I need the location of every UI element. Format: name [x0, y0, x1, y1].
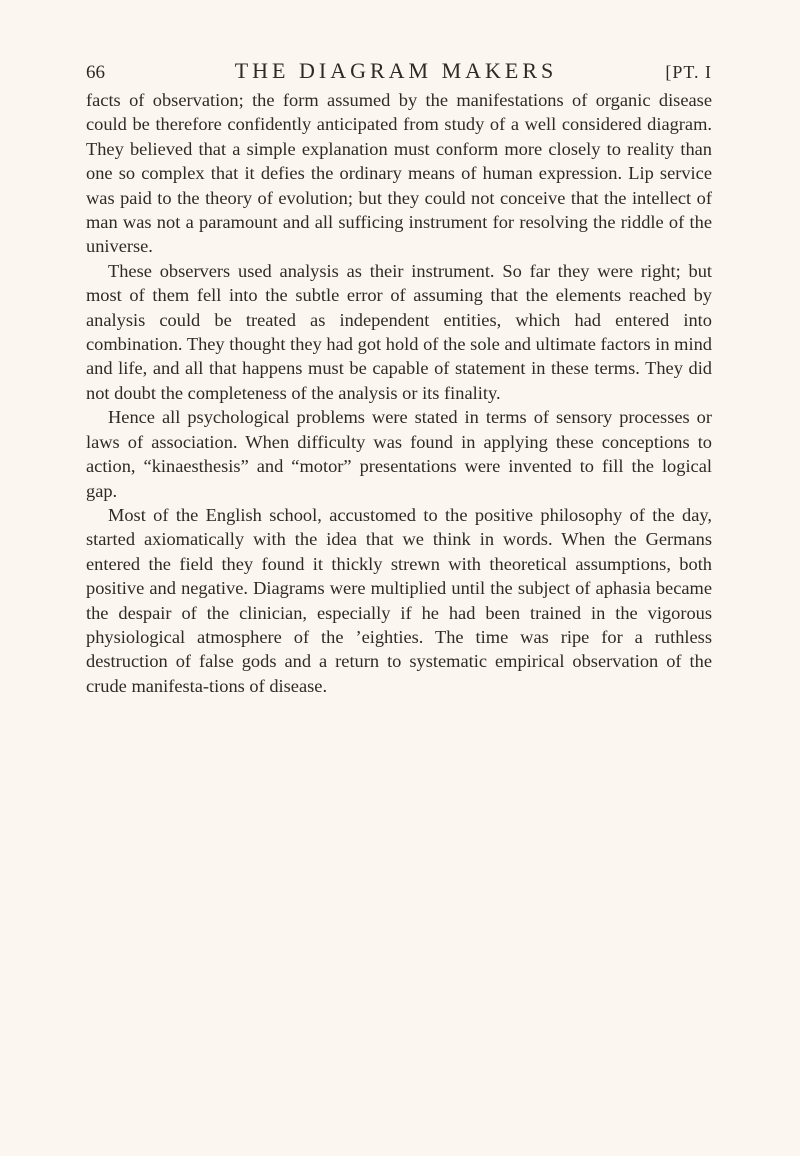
- running-title: THE DIAGRAM MAKERS: [234, 58, 558, 83]
- paragraph-psychological-problems: Hence all psychological problems were stated in terms of sensory processes or laws of association. When difficulty was found in applying these conceptions to action, “kinaesthesis” and “motor” presentations were invented to fill the logical gap.: [86, 407, 712, 501]
- part-marker: [PT. I: [665, 62, 712, 82]
- body-text: [86, 88, 712, 698]
- page-number: 66: [86, 62, 105, 83]
- running-head: [86, 58, 712, 88]
- book-page: [86, 58, 712, 698]
- paragraph-observers: These observers used analysis as their instrument. So far they were right; but most of them fell into the subtle error of assuming that the elements reached by analysis could be treated as independent entities, which had entered into combination. They thought they had got hold of the sole and ultimate factors in mind and life, and all that happens must be capable of statement in these terms. They did not doubt the completeness of the analysis or its finality.: [86, 260, 712, 403]
- paragraph-english-school: Most of the English school, accustomed to the positive philosophy of the day, started axiomatically with the idea that we think in words. When the Germans entered the field they found it thickly strewn with theoretical assumptions, both positive and negative. Diagrams were multiplied until the subject of aphasia became the despair of the clinician, especially if he had been trained in the vigorous physiological atmosphere of the ’eighties. The time was ripe for a ruthless destruction of false gods and a return to systematic empirical observation of the crude manifesta-tions of disease.: [86, 504, 712, 696]
- paragraph-continuation: facts of observation; the form assumed by the manifestations of organic disease could be therefore confidently anticipated from study of a well considered diagram. They believed that a simple explanation must conform more closely to reality than one so complex that it defies the ordinary means of human expression. Lip service was paid to the theory of evolution; but they could not conceive that the intellect of man was not a paramount and all sufficing instrument for resolving the riddle of the universe.: [86, 90, 712, 257]
